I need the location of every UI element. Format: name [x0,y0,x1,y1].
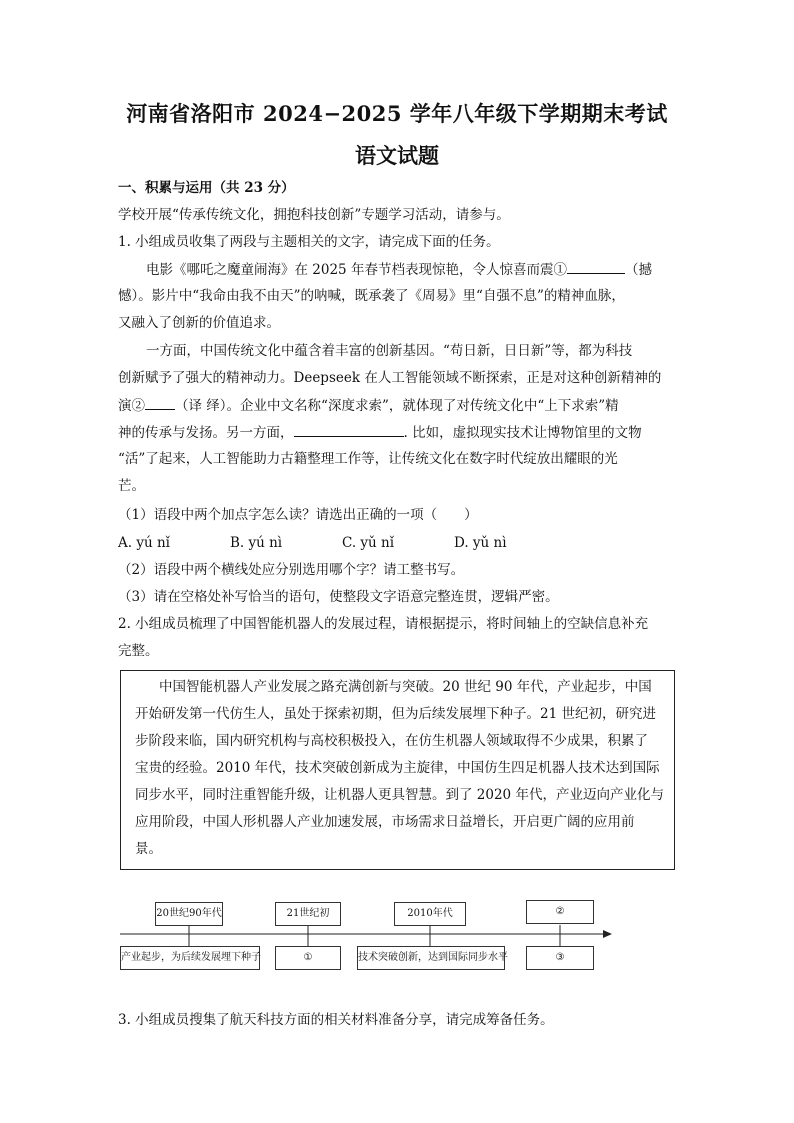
question-2-stem-line1: 2. 小组成员梳理了中国智能机器人的发展过程，请根据提示，将时间轴上的空缺信息补充 [118,616,649,632]
passage1-line2: 憾）。影片中“我命由我不由天”的呐喊，既承袭了《周易》里“自强不息”的精神血脉， [118,288,625,304]
question-1-stem: 1. 小组成员收集了两段与主题相关的文字，请完成下面的任务。 [118,234,500,250]
material-line: 中国智能机器人产业发展之路充满创新与突破。20 世纪 90 年代，产业起步，中国 [159,679,652,695]
material-line: 宝贵的经验。2010 年代，技术突破创新成为主旋律，中国仿生四足机器人技术达到国际 [135,760,660,776]
passage-text: 神的传承与发扬。另一方面， [118,425,294,441]
passage1-line3: 又融入了创新的价值追求。 [118,315,280,331]
subquestion-1: （1）语段中两个加点字怎么读？请选出正确的一项（ ） [118,507,478,523]
material-line: 开始研发第一代仿生人，虽处于探索初期，但为后续发展埋下种子。21 世纪初，研究进 [135,706,656,722]
timeline-event-4-blank: ③ [526,946,594,970]
passage-text: 演② [118,398,145,414]
timeline-event-1: 产业起步，为后续发展埋下种子 [120,946,260,970]
material-line: 景。 [135,841,162,857]
material-line: 同步水平，同时注重智能升级，让机器人更具智慧。到了 2020 年代，产业迈向产业化与 [135,787,664,803]
timeline-arrowhead [603,930,612,938]
question-2-stem-line2: 完整。 [118,643,159,659]
material-line: 步阶段来临，国内研究机构与高校积极投入，在仿生机器人领域取得不少成果，积累了 [135,733,648,749]
passage2-line5: “活”了起来，人工智能助力古籍整理工作等，让传统文化在数字时代绽放出耀眼的光 [118,451,618,467]
passage2-line6: 芒。 [118,478,145,494]
passage2-line1: 一方面，中国传统文化中蕴含着丰富的创新基因。“苟日新，日日新”等，都为科技 [146,343,633,359]
option-d: D. yǔ nì [454,535,507,551]
exam-subtitle: 语文试题 [355,143,439,168]
subquestion-3: （3）请在空格处补写恰当的语句，使整段文字语意完整连贯，逻辑严密。 [118,589,559,605]
section-heading: 一、积累与运用（共 23 分） [118,180,295,196]
activity-intro: 学校开展“传承传统文化，拥抱科技创新”专题学习活动，请参与。 [118,207,510,223]
option-c: C. yǔ nǐ [342,535,395,551]
timeline-event-3: 技术突破创新，达到国际同步水平 [357,946,505,970]
passage-text: （译 绎）。企业中文名称“深度求索”，就体现了对传统文化中“上下求索”精 [175,398,619,414]
passage2-line2: 创新赋予了强大的精神动力。Deepseek 在人工智能领域不断探索，正是对这种创新精神的 [118,370,662,386]
subquestion-2: （2）语段中两个横线处应分别选用哪个字？请工整书写。 [118,562,465,578]
timeline-period-2: 21世纪初 [275,902,341,926]
timeline-period-1: 20世纪90年代 [155,902,223,926]
passage-text: （撼 [624,262,652,278]
option-a: A. yú nǐ [118,535,170,551]
timeline-period-4-blank: ② [526,900,594,924]
passage-text: . 比如，虚拟现实技术让博物馆里的文物 [403,425,642,441]
timeline-event-2-blank: ① [275,946,341,970]
passage-text: 电影《哪吒之魔童闹海》在 2025 年春节档表现惊艳，令人惊喜而震① [146,262,567,278]
timeline-period-3: 2010年代 [394,902,466,926]
option-b: B. yú nì [230,535,283,551]
question-3-stem: 3. 小组成员搜集了航天科技方面的相关材料准备分享，请完成筹备任务。 [118,1012,554,1028]
exam-title: 河南省洛阳市 2024−2025 学年八年级下学期期末考试 [126,101,668,126]
material-line: 应用阶段，中国人形机器人产业加速发展，市场需求日益增长，开启更广阔的应用前 [135,814,635,830]
